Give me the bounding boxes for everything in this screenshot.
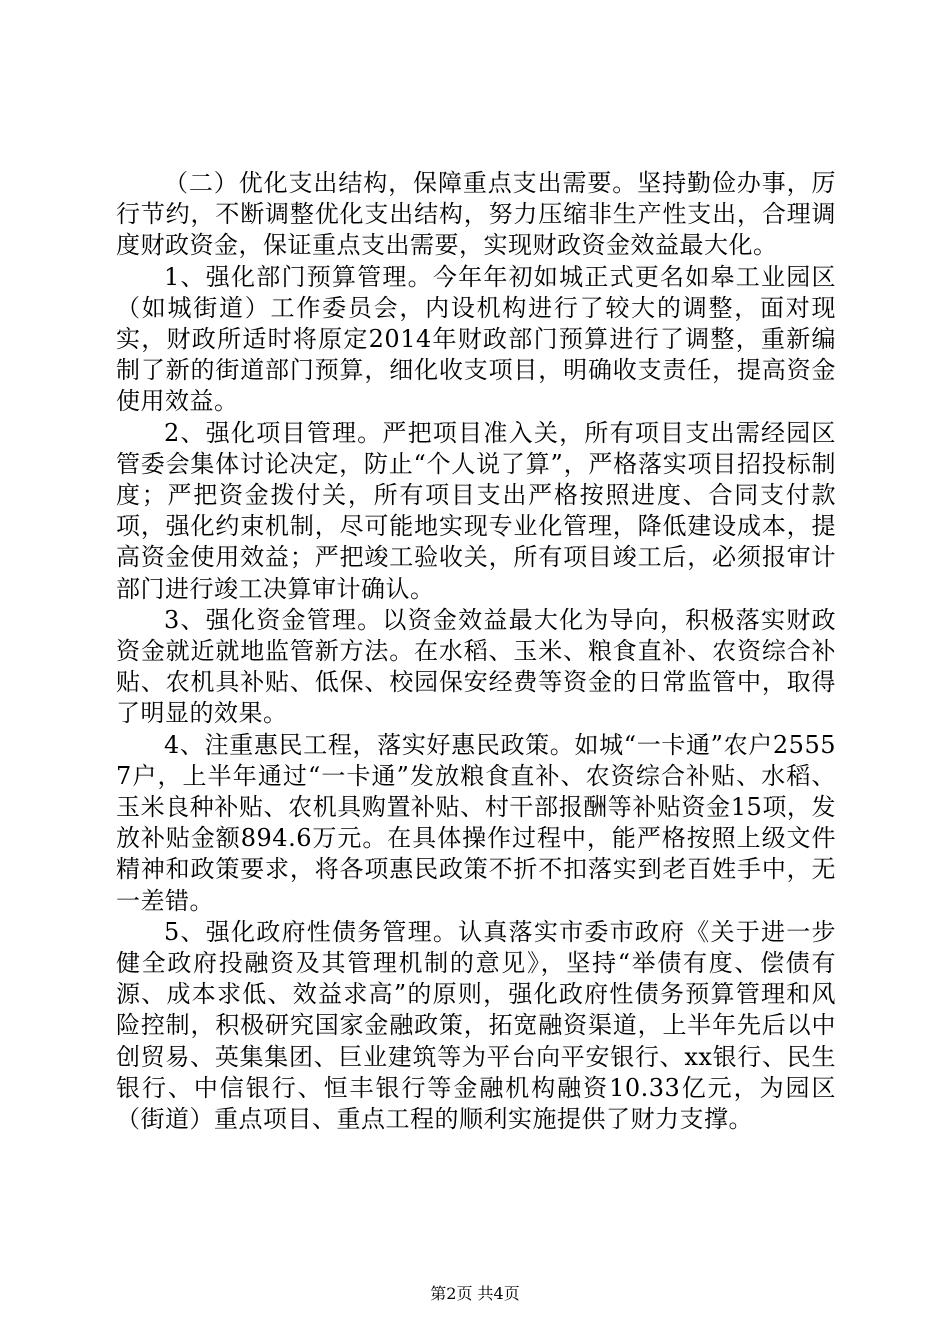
paragraph-budget-management: 1、强化部门预算管理。今年年初如城正式更名如皋工业园区（如城街道）工作委员会，内设机构进行了较大的调整，面对现实，财政所适时将原定2014年财政部门预算进行了调整，重新编制了新的街道部门预算，细化收支项目，明确收支责任，提高资金使用效益。 xyxy=(116,262,836,416)
paragraph-debt-management: 5、强化政府性债务管理。认真落实市委市政府《关于进一步健全政府投融资及其管理机制的意见》，坚持“举债有度、偿债有源、成本求低、效益求高”的原则，强化政府性债务预算管理和风险控制，积极研究国家金融政策，拓宽融资渠道，上半年先后以中创贸易、英集集团、巨业建筑等为平台向平安银行、xx银行、民生银行、中信银行、恒丰银行等金融机构融资10.33亿元，为园区（街道）重点项目、重点工程的顺利实施提供了财力支撑。 xyxy=(116,917,836,1134)
paragraph-fund-management: 3、强化资金管理。以资金效益最大化为导向，积极落实财政资金就近就地监管新方法。在水稻、玉米、粮食直补、农资综合补贴、农机具补贴、低保、校园保安经费等资金的日常监管中，取得了明显的效果。 xyxy=(116,605,836,728)
paragraph-project-management: 2、强化项目管理。严把项目准入关，所有项目支出需经园区管委会集体讨论决定，防止“个人说了算”，严格落实项目招投标制度；严把资金拨付关，所有项目支出严格按照进度、合同支付款项，强化约束机制，尽可能地实现专业化管理，降低建设成本，提高资金使用效益；严把竣工验收关，所有项目竣工后，必须报审计部门进行竣工决算审计确认。 xyxy=(116,418,836,603)
document-body xyxy=(116,168,836,1135)
paragraph-benefit-policy: 4、注重惠民工程，落实好惠民政策。如城“一卡通”农户25557户，上半年通过“一卡通”发放粮食直补、农资综合补贴、水稻、玉米良种补贴、农机具购置补贴、村干部报酬等补贴资金15项，发放补贴金额894.6万元。在具体操作过程中，能严格按照上级文件精神和政策要求，将各项惠民政策不折不扣落实到老百姓手中，无一差错。 xyxy=(116,730,836,915)
page-number-footer: 第2页 共4页 xyxy=(430,1284,520,1303)
section-heading-paragraph: （二）优化支出结构，保障重点支出需要。坚持勤俭办事，厉行节约，不断调整优化支出结构，努力压缩非生产性支出，合理调度财政资金，保证重点支出需要，实现财政资金效益最大化。 xyxy=(116,169,836,260)
